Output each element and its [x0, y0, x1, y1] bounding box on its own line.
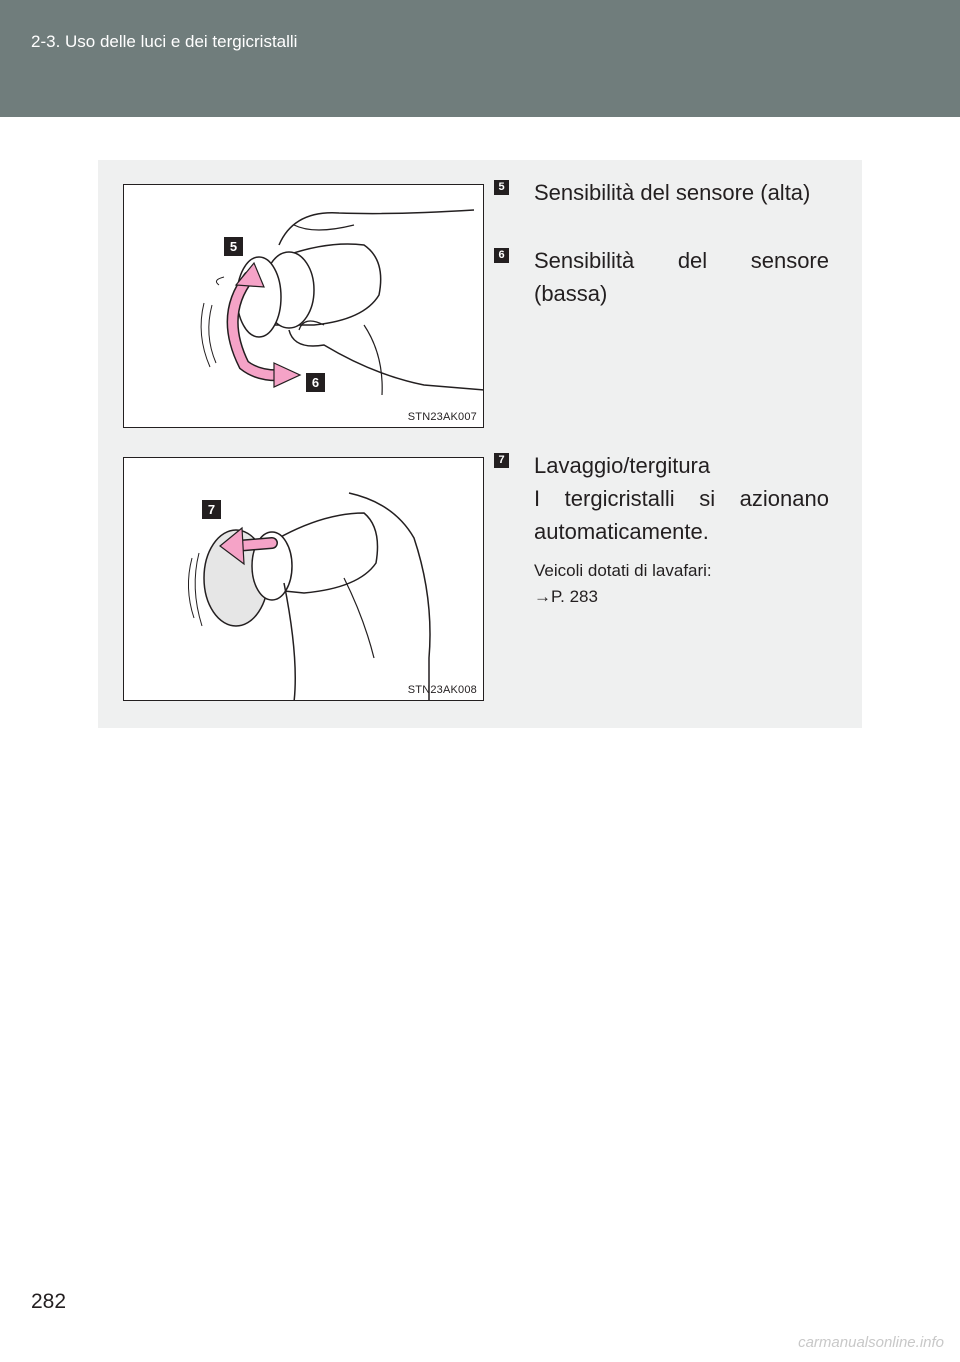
watermark: carmanualsonline.info	[798, 1334, 944, 1351]
item-note-line: Veicoli dotati di lavafari:	[534, 561, 712, 580]
item-note	[534, 558, 829, 610]
item-number-badge: 5	[494, 180, 509, 195]
item-description: I tergicristalli si azionano automaticamente.	[534, 486, 829, 544]
callout-7: 7	[202, 500, 221, 519]
list-item-7	[498, 449, 829, 610]
wiper-stalk-pull-illustration	[124, 458, 484, 701]
section-header	[0, 0, 960, 117]
callout-6: 6	[306, 373, 325, 392]
item-number-badge: 7	[494, 453, 509, 468]
wiper-knob-rotate-illustration	[124, 185, 484, 428]
figure-code: STN23AK008	[407, 684, 477, 696]
page-reference-link[interactable]: →P. 283	[534, 587, 598, 606]
callout-5: 5	[224, 237, 243, 256]
section-title: 2-3. Uso delle luci e dei tergicristalli	[31, 32, 298, 51]
item-title: Sensibilità del sensore (bassa)	[534, 248, 829, 306]
list-item-6	[498, 244, 829, 310]
page-number: 282	[31, 1290, 67, 1313]
list-item-5	[498, 176, 829, 209]
item-number-badge: 6	[494, 248, 509, 263]
item-title: Sensibilità del sensore (alta)	[534, 180, 811, 205]
figure-code: STN23AK007	[407, 411, 477, 423]
figure-wash-wipe	[123, 457, 484, 701]
item-title: Lavaggio/tergitura	[534, 453, 711, 478]
figure-sensor-sensitivity	[123, 184, 484, 428]
